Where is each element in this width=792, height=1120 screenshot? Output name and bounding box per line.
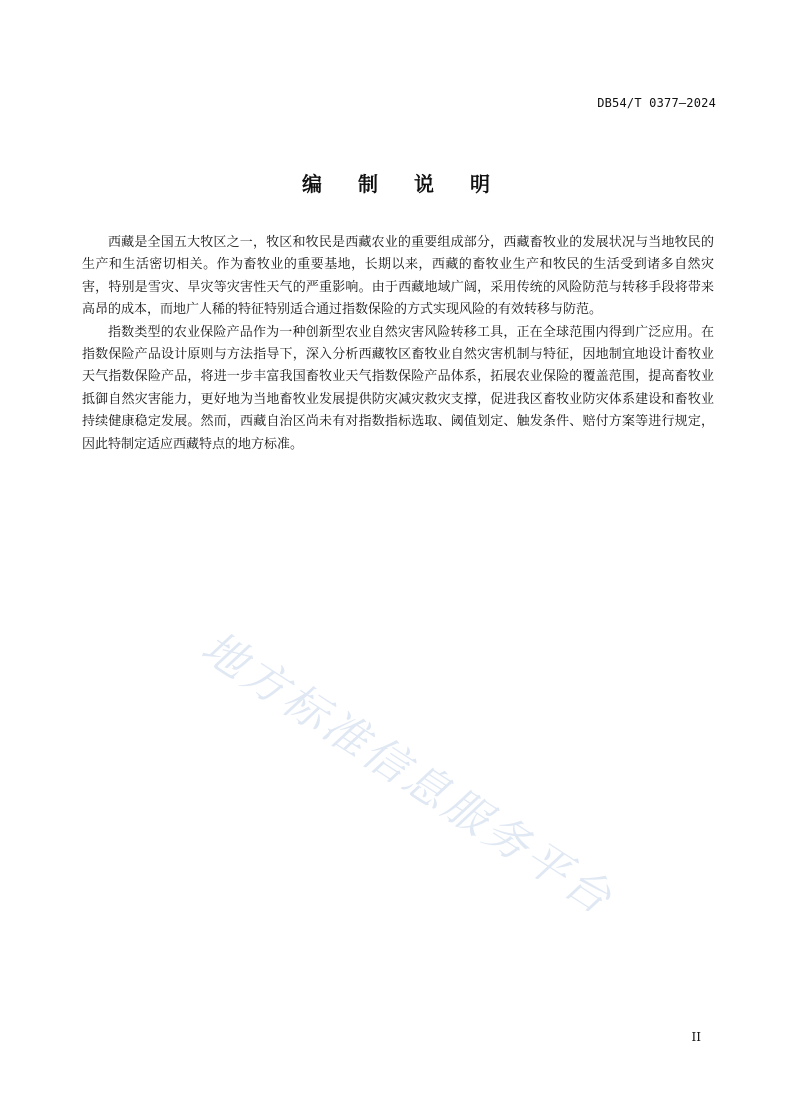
paragraph: 指数类型的农业保险产品作为一种创新型农业自然灾害风险转移工具，正在全球范围内得到广泛应用。在指数保险产品设计原则与方法指导下，深入分析西藏牧区畜牧业自然灾害机制与特征，因地制宜地设计畜牧业天气指数保险产品，将进一步丰富我国畜牧业天气指数保险产品体系，拓展农业保险的覆盖范围，提高畜牧业抵御自然灾害能力，更好地为当地畜牧业发展提供防灾减灾救灾支撑，促进我区畜牧业防灾体系建设和畜牧业持续健康稳定发展。然而，西藏自治区尚未有对指数指标选取、阈值划定、触发条件、赔付方案等进行规定，因此特制定适应西藏特点的地方标准。 [82,324,714,452]
page-title: 编制说明 [302,172,526,196]
paragraph: 西藏是全国五大牧区之一，牧区和牧民是西藏农业的重要组成部分，西藏畜牧业的发展状况与当地牧民的生产和生活密切相关。作为畜牧业的重要基地，长期以来，西藏的畜牧业生产和牧民的生活受到诸多自然灾害，特别是雪灾、旱灾等灾害性天气的严重影响。由于西藏地域广阔，采用传统的风险防范与转移手段将带来高昂的成本，而地广人稀的特征特别适合通过指数保险的方式实现风险的有效转移与防范。 [82,235,714,318]
document-body [82,232,714,456]
page-number: II [691,1030,701,1044]
watermark: 地方标准信息服务平台 [192,621,623,926]
standard-code: DB54/T 0377—2024 [597,96,716,110]
